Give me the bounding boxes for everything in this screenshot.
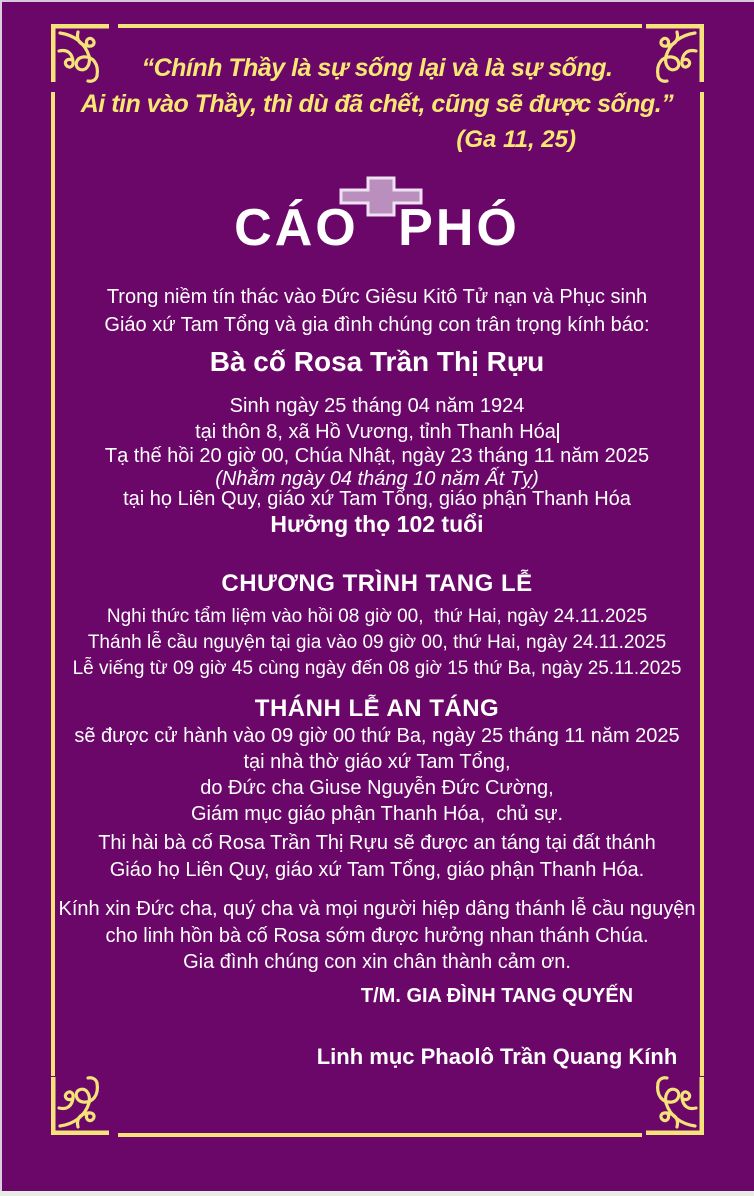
frame-border-right (700, 92, 704, 1076)
program-line: Nghi thức tẩm liệm vào hồi 08 giờ 00, thứ Hai, ngày 24.11.2025 (106, 606, 648, 627)
scripture-reference: (Ga 11, 25) (456, 126, 576, 153)
page-title: CÁO PHÓ (234, 199, 520, 257)
intro-line: Trong niềm tín thác vào Đức Giêsu Kitô Tử nạn và Phục sinh (106, 286, 648, 308)
mass-line: Giám mục giáo phận Thanh Hóa, chủ sự. (190, 803, 564, 825)
deceased-name: Bà cố Rosa Trần Thị Rựu (209, 346, 545, 377)
mass-line: tại nhà thờ giáo xứ Tam Tổng, (243, 751, 511, 773)
window-edge-bottom (0, 1191, 754, 1196)
death-date-line: Tạ thế hồi 20 giờ 00, Chúa Nhật, ngày 23 tháng 11 năm 2025 (104, 445, 650, 467)
program-line: Thánh lễ cầu nguyện tại gia vào 09 giờ 00, thứ Hai, ngày 24.11.2025 (87, 632, 667, 653)
text-cursor[interactable] (557, 423, 559, 443)
corner-flourish-icon (51, 1075, 111, 1135)
scripture-quote-line1: “Chính Thầy là sự sống lại và là sự sống. (141, 54, 613, 82)
thanks-line: Gia đình chúng con xin chân thành cảm ơn. (183, 951, 571, 973)
frame-border-top (118, 24, 642, 28)
corner-flourish-icon (51, 24, 111, 84)
birthplace-text: tại thôn 8, xã Hồ Vương, tỉnh Thanh Hóa (195, 421, 556, 443)
death-place-line: tại họ Liên Quy, giáo xứ Tam Tổng, giáo phận Thanh Hóa (123, 488, 631, 510)
frame-border-bottom (118, 1133, 642, 1137)
mass-heading: THÁNH LỄ AN TÁNG (254, 695, 500, 722)
signature-behalf: T/M. GIA ĐÌNH TANG QUYẾN (360, 985, 634, 1007)
age-line: Hưởng thọ 102 tuổi (270, 511, 484, 537)
burial-line: Thi hài bà cố Rosa Trần Thị Rựu sẽ được an táng tại đất thánh (98, 832, 656, 854)
lunar-date-line: (Nhằm ngày 04 tháng 10 năm Ất Tỵ) (215, 468, 539, 490)
intro-line: Giáo xứ Tam Tổng và gia đình chúng con trân trọng kính báo: (104, 314, 650, 336)
mass-line: sẽ được cử hành vào 09 giờ 00 thứ Ba, ngày 25 tháng 11 năm 2025 (74, 725, 680, 747)
birthplace-line (0, 421, 754, 444)
frame-border-left (51, 92, 55, 1076)
mass-line: do Đức cha Giuse Nguyễn Đức Cường, (200, 777, 554, 799)
corner-flourish-icon (644, 24, 704, 84)
corner-flourish-icon (644, 1075, 704, 1135)
scripture-quote-line2: Ai tin vào Thầy, thì dù đã chết, cũng sẽ được sống.” (80, 90, 674, 118)
request-line: Kính xin Đức cha, quý cha và mọi người hiệp dâng thánh lễ cầu nguyện (58, 898, 696, 920)
birth-date-line: Sinh ngày 25 tháng 04 năm 1924 (229, 395, 525, 417)
window-edge-top (0, 0, 754, 2)
request-line: cho linh hồn bà cố Rosa sớm được hưởng nhan thánh Chúa. (105, 925, 649, 947)
signature-priest: Linh mục Phaolô Trần Quang Kính (316, 1044, 678, 1069)
program-line: Lễ viếng từ 09 giờ 45 cùng ngày đến 08 giờ 15 thứ Ba, ngày 25.11.2025 (72, 658, 682, 679)
program-heading: CHƯƠNG TRÌNH TANG LỄ (221, 570, 533, 597)
burial-line: Giáo họ Liên Quy, giáo xứ Tam Tổng, giáo phận Thanh Hóa. (109, 859, 645, 881)
window-edge-left (0, 0, 2, 1196)
